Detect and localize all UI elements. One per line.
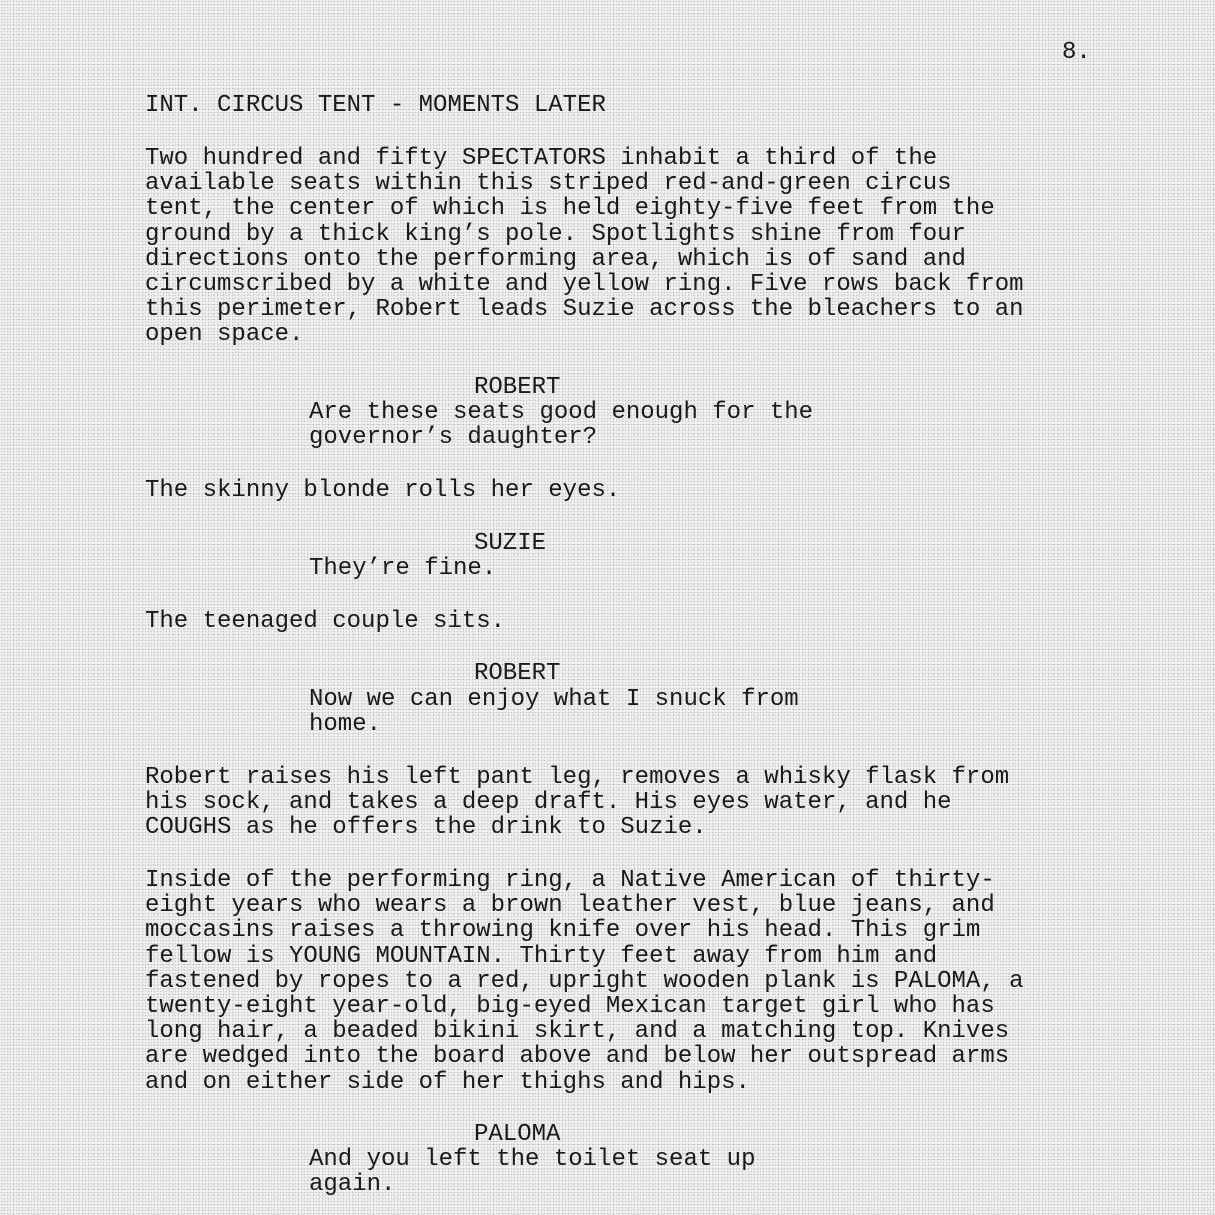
character-name: ROBERT <box>474 660 561 687</box>
action-paragraph: The skinny blonde rolls her eyes. <box>145 477 621 504</box>
action-paragraph: Two hundred and fifty SPECTATORS inhabit a third of the available seats within this striped red-and-green circus tent, the center of which is held eighty-five feet from the ground by a thick king’s pole. Spotlights shine from four directions onto the performing area, which is of sand and circumscribed by a white and yellow ring. Five rows back from this perimeter, Robert leads Suzie across the bleachers to an open space. <box>145 145 1024 349</box>
action-paragraph: Robert raises his left pant leg, removes a whisky flask from his sock, and takes a deep draft. His eyes water, and he COUGHS as he offers the drink to Suzie. <box>145 764 1010 842</box>
character-name: PALOMA <box>474 1121 561 1148</box>
dialogue-line: Now we can enjoy what I snuck from home. <box>309 686 799 739</box>
dialogue-line: And you left the toilet seat up again. <box>309 1146 756 1199</box>
character-name: SUZIE <box>474 530 547 557</box>
action-paragraph: The teenaged couple sits. <box>145 608 506 635</box>
dialogue-line: They’re fine. <box>309 555 497 582</box>
scene-heading: INT. CIRCUS TENT - MOMENTS LATER <box>145 92 606 119</box>
character-name: ROBERT <box>474 374 561 401</box>
dialogue-line: Are these seats good enough for the governor’s daughter? <box>309 399 814 452</box>
action-paragraph: Inside of the performing ring, a Native American of thirty- eight years who wears a brown leather vest, blue jeans, and moccasins raises a throwing knife over his head. This grim fellow is YOUNG MOUNTAIN. Thirty feet away from him and fastened by ropes to a red, upright wooden plank is PALOMA, a twenty-eight year-old, big-eyed Mexican target girl who has long hair, a beaded bikini skirt, and a matching top. Knives are wedged into the board above and below her outspread arms and on either side of her thighs and hips. <box>145 867 1024 1096</box>
page-number: 8. <box>1062 39 1091 66</box>
